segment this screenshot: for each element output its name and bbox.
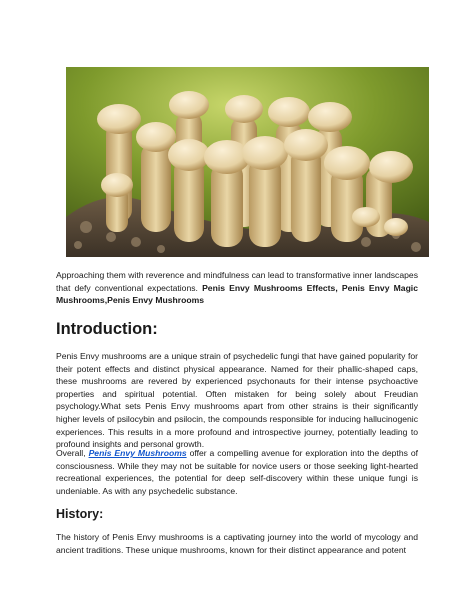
mushroom-cluster-icon <box>66 67 429 257</box>
introduction-paragraph-2-lead: Overall, <box>56 448 89 458</box>
intro-bold-keywords: Penis Envy Mushrooms Effects, Penis Envy Magic Mushrooms,Penis Envy Mushrooms <box>56 282 418 306</box>
introduction-paragraph-2-rest: offer a compelling avenue for exploration into the depths of consciousness. While they may not be suitable for novice users or those seeking light-hearted recreational experiences, the potential for deep self-discovery within these unique fungi is undeniable. As with any psychedelic substance. <box>56 448 419 496</box>
introduction-paragraph-2 <box>56 447 418 497</box>
history-paragraph: The history of Penis Envy mushrooms is a captivating journey into the world of mycology and ancient traditions. These unique mushrooms, known for their distinct appearance and potent <box>56 532 418 555</box>
intro-paragraph-text: Approaching them with reverence and mindfulness can lead to transformative inner landscapes that defy conventional expectations. <box>56 270 418 293</box>
penis-envy-mushrooms-link[interactable]: Penis Envy Mushrooms <box>88 448 187 458</box>
introduction-heading: Introduction: <box>56 320 158 338</box>
introduction-paragraph-1: Penis Envy mushrooms are a unique strain of psychedelic fungi that have gained popularity for their potent effects and distinct physical appearance. Named for their phallic-shaped caps, these mushrooms are revered by experienced psychonauts for their intense psychoactive properties and spiritual potential. Often mistaken for being solely about Freudian psychology.What sets Penis Envy mushrooms apart from other strains is their significantly higher levels of psilocybin and psilocin, the compounds responsible for inducing hallucinogenic experiences. This results in a more profound and introspective journey, potentially leading to profound insights and personal growth. <box>56 351 418 450</box>
intro-paragraph <box>56 269 418 307</box>
mushroom-photo <box>66 67 429 257</box>
history-heading: History: <box>56 507 104 521</box>
